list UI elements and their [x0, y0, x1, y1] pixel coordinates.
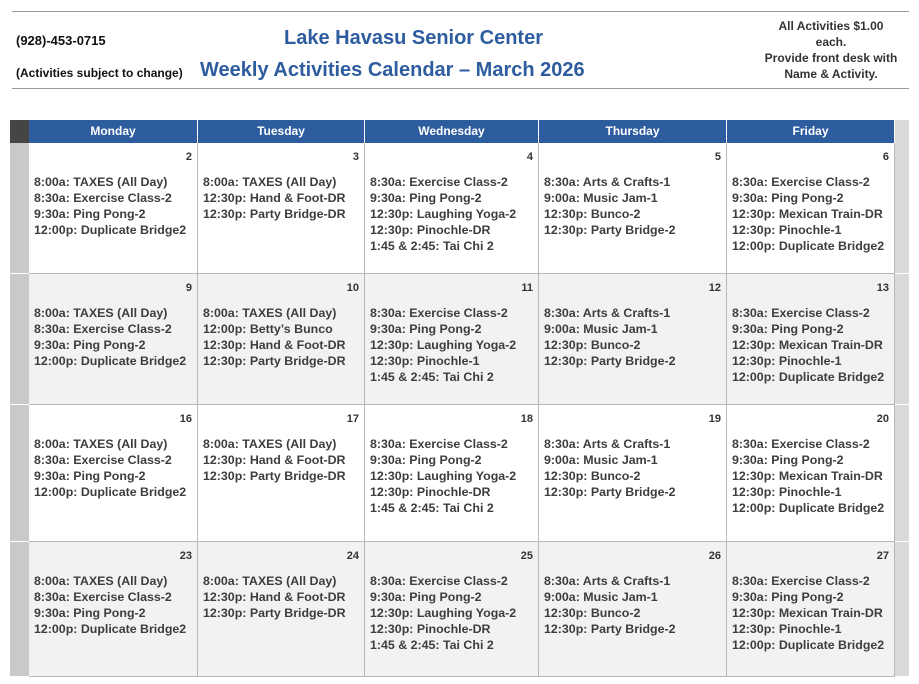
day-header-tuesday: Tuesday [198, 120, 365, 143]
row-right-edge [895, 542, 909, 677]
activity-item: 12:30p: Pinochle-1 [732, 354, 842, 368]
activity-item: 12:30p: Bunco-2 [544, 338, 641, 352]
activity-list [203, 574, 362, 622]
activity-item: 8:30a: Arts & Crafts-1 [544, 306, 671, 320]
activity-list [34, 175, 195, 239]
activity-item: 12:00p: Duplicate Bridge2 [34, 622, 187, 636]
day-cell [365, 405, 539, 542]
activity-item: 8:30a: Exercise Class-2 [34, 322, 172, 336]
activity-item: 9:30a: Ping Pong-2 [34, 469, 146, 483]
activity-item: 8:30a: Exercise Class-2 [732, 437, 870, 451]
activity-item: 12:30p: Party Bridge-DR [203, 207, 346, 221]
activity-item: 1:45 & 2:45: Tai Chi 2 [370, 239, 494, 253]
activity-item: 12:00p: Duplicate Bridge2 [732, 638, 885, 652]
activity-item: 8:30a: Exercise Class-2 [34, 453, 172, 467]
activity-item: 12:30p: Mexican Train-DR [732, 469, 883, 483]
row-right-edge [895, 143, 909, 274]
day-cell [365, 143, 539, 274]
calendar-title: Weekly Activities Calendar – March 2026 [200, 59, 585, 81]
activity-item: 12:30p: Party Bridge-2 [544, 622, 676, 636]
activity-list [544, 574, 724, 638]
day-cell [539, 143, 727, 274]
phone-number: (928)-453-0715 [16, 33, 106, 48]
activity-item: 12:30p: Bunco-2 [544, 207, 641, 221]
date-number: 2 [185, 151, 192, 163]
day-cell [365, 542, 539, 677]
activity-item: 12:30p: Party Bridge-2 [544, 354, 676, 368]
day-cell [198, 143, 365, 274]
activity-item: 8:30a: Exercise Class-2 [370, 306, 508, 320]
date-number: 5 [714, 151, 721, 163]
date-number: 9 [185, 282, 192, 294]
activity-item: 12:30p: Pinochle-1 [732, 622, 842, 636]
activity-item: 12:30p: Pinochle-DR [370, 485, 491, 499]
activity-item: 8:30a: Exercise Class-2 [34, 191, 172, 205]
day-cell [29, 274, 198, 405]
day-cell [198, 274, 365, 405]
activity-item: 1:45 & 2:45: Tai Chi 2 [370, 370, 494, 384]
activity-item: 12:30p: Laughing Yoga-2 [370, 207, 517, 221]
activity-item: 9:30a: Ping Pong-2 [370, 590, 482, 604]
activity-item: 9:30a: Ping Pong-2 [370, 322, 482, 336]
top-rule [12, 11, 909, 12]
activity-item: 8:00a: TAXES (All Day) [34, 306, 168, 320]
activity-list [370, 574, 536, 654]
activity-item: 12:30p: Pinochle-DR [370, 622, 491, 636]
row-edge [10, 542, 29, 677]
activity-item: 8:00a: TAXES (All Day) [203, 574, 337, 588]
day-cell [29, 542, 198, 677]
activity-item: 12:30p: Party Bridge-DR [203, 354, 346, 368]
row-right-edge [895, 274, 909, 405]
activity-item: 9:30a: Ping Pong-2 [732, 191, 844, 205]
activity-item: 9:30a: Ping Pong-2 [34, 207, 146, 221]
activity-item: 8:30a: Exercise Class-2 [732, 574, 870, 588]
activity-item: 12:00p: Duplicate Bridge2 [732, 370, 885, 384]
activity-item: 9:30a: Ping Pong-2 [732, 590, 844, 604]
day-header-monday: Monday [29, 120, 198, 143]
activity-item: 12:30p: Party Bridge-DR [203, 606, 346, 620]
price-note-line: Provide front desk with [764, 51, 898, 65]
activity-item: 12:00p: Duplicate Bridge2 [732, 501, 885, 515]
activity-item: 12:30p: Mexican Train-DR [732, 338, 883, 352]
date-number: 11 [521, 282, 533, 294]
activity-item: 8:30a: Arts & Crafts-1 [544, 437, 671, 451]
activity-item: 8:30a: Exercise Class-2 [370, 574, 508, 588]
activity-list [203, 437, 362, 485]
date-number: 20 [876, 413, 889, 425]
activity-item: 1:45 & 2:45: Tai Chi 2 [370, 501, 494, 515]
price-note [750, 18, 912, 82]
activity-list [34, 306, 195, 370]
price-note-line: All Activities $1.00 [778, 19, 884, 33]
activity-list [732, 437, 892, 517]
activity-item: 8:30a: Exercise Class-2 [370, 175, 508, 189]
date-number: 23 [179, 550, 192, 562]
activity-item: 12:00p: Duplicate Bridge2 [34, 223, 187, 237]
activity-item: 12:30p: Bunco-2 [544, 606, 641, 620]
day-cell [539, 274, 727, 405]
activity-item: 12:30p: Pinochle-1 [732, 485, 842, 499]
activity-list [732, 306, 892, 386]
activity-list [203, 306, 362, 370]
subject-to-change-note: (Activities subject to change) [16, 66, 183, 80]
date-number: 16 [179, 413, 192, 425]
activity-list [544, 175, 724, 239]
activity-list [370, 437, 536, 517]
day-cell [365, 274, 539, 405]
day-header-friday: Friday [727, 120, 895, 143]
header-rule [12, 88, 909, 89]
activity-item: 9:30a: Ping Pong-2 [34, 338, 146, 352]
date-number: 3 [352, 151, 359, 163]
activity-item: 12:30p: Party Bridge-2 [544, 485, 676, 499]
activity-item: 9:00a: Music Jam-1 [544, 453, 658, 467]
day-cell [727, 542, 895, 677]
activity-item: 12:30p: Bunco-2 [544, 469, 641, 483]
activity-item: 8:00a: TAXES (All Day) [203, 175, 337, 189]
row-edge [10, 274, 29, 405]
day-header-wednesday: Wednesday [365, 120, 539, 143]
activity-item: 9:30a: Ping Pong-2 [732, 453, 844, 467]
activity-item: 12:30p: Mexican Train-DR [732, 606, 883, 620]
activity-item: 8:00a: TAXES (All Day) [34, 175, 168, 189]
activity-list [544, 437, 724, 501]
grid-corner [10, 120, 29, 143]
activity-item: 8:30a: Exercise Class-2 [732, 175, 870, 189]
activity-list [370, 175, 536, 255]
activity-list [732, 574, 892, 654]
date-number: 24 [346, 550, 359, 562]
activity-item: 8:30a: Exercise Class-2 [34, 590, 172, 604]
activity-item: 8:30a: Exercise Class-2 [732, 306, 870, 320]
date-number: 6 [882, 151, 889, 163]
activity-item: 12:30p: Hand & Foot-DR [203, 191, 346, 205]
activity-list [370, 306, 536, 386]
day-header-thursday: Thursday [539, 120, 727, 143]
activity-item: 1:45 & 2:45: Tai Chi 2 [370, 638, 494, 652]
date-number: 12 [708, 282, 721, 294]
day-cell [29, 405, 198, 542]
price-note-line: Name & Activity. [784, 67, 878, 81]
activity-item: 8:30a: Arts & Crafts-1 [544, 175, 671, 189]
row-right-edge [895, 405, 909, 542]
activity-list [34, 437, 195, 501]
activity-item: 12:30p: Party Bridge-DR [203, 469, 346, 483]
day-cell [727, 405, 895, 542]
activity-item: 9:30a: Ping Pong-2 [370, 191, 482, 205]
day-cell [727, 143, 895, 274]
row-edge [10, 143, 29, 274]
grid-right-corner [895, 120, 909, 143]
date-number: 13 [876, 282, 889, 294]
day-cell [198, 405, 365, 542]
date-number: 10 [346, 282, 359, 294]
activity-list [732, 175, 892, 255]
activity-item: 12:00p: Duplicate Bridge2 [34, 354, 187, 368]
day-cell [198, 542, 365, 677]
activity-item: 9:00a: Music Jam-1 [544, 590, 658, 604]
activity-item: 12:30p: Laughing Yoga-2 [370, 606, 517, 620]
activity-item: 8:00a: TAXES (All Day) [34, 574, 168, 588]
activity-list [203, 175, 362, 223]
activity-item: 9:30a: Ping Pong-2 [370, 453, 482, 467]
day-cell [539, 405, 727, 542]
activity-item: 12:30p: Hand & Foot-DR [203, 453, 346, 467]
activity-item: 12:00p: Duplicate Bridge2 [34, 485, 187, 499]
activity-item: 9:30a: Ping Pong-2 [34, 606, 146, 620]
activity-item: 12:30p: Laughing Yoga-2 [370, 469, 517, 483]
activity-item: 8:00a: TAXES (All Day) [203, 437, 337, 451]
activity-item: 12:30p: Pinochle-1 [732, 223, 842, 237]
date-number: 18 [520, 413, 533, 425]
activity-item: 12:30p: Laughing Yoga-2 [370, 338, 517, 352]
activity-item: 12:30p: Hand & Foot-DR [203, 590, 346, 604]
activity-item: 8:00a: TAXES (All Day) [203, 306, 337, 320]
activity-list [34, 574, 195, 638]
org-name: Lake Havasu Senior Center [284, 27, 543, 49]
activity-item: 12:00p: Betty’s Bunco [203, 322, 333, 336]
activity-item: 12:00p: Duplicate Bridge2 [732, 239, 885, 253]
date-number: 26 [708, 550, 721, 562]
day-cell [29, 143, 198, 274]
price-note-line: each. [815, 35, 847, 49]
activity-item: 12:30p: Hand & Foot-DR [203, 338, 346, 352]
day-cell [539, 542, 727, 677]
activity-item: 8:30a: Exercise Class-2 [370, 437, 508, 451]
activity-item: 12:30p: Party Bridge-2 [544, 223, 676, 237]
activity-item: 12:30p: Pinochle-DR [370, 223, 491, 237]
activity-item: 12:30p: Pinochle-1 [370, 354, 480, 368]
activity-item: 9:30a: Ping Pong-2 [732, 322, 844, 336]
activity-item: 8:00a: TAXES (All Day) [34, 437, 168, 451]
row-edge [10, 405, 29, 542]
activity-list [544, 306, 724, 370]
activity-item: 9:00a: Music Jam-1 [544, 322, 658, 336]
activity-item: 12:30p: Mexican Train-DR [732, 207, 883, 221]
activity-item: 9:00a: Music Jam-1 [544, 191, 658, 205]
day-cell [727, 274, 895, 405]
date-number: 4 [526, 151, 533, 163]
date-number: 25 [520, 550, 533, 562]
activity-item: 8:30a: Arts & Crafts-1 [544, 574, 671, 588]
date-number: 19 [708, 413, 721, 425]
date-number: 27 [876, 550, 889, 562]
date-number: 17 [346, 413, 359, 425]
